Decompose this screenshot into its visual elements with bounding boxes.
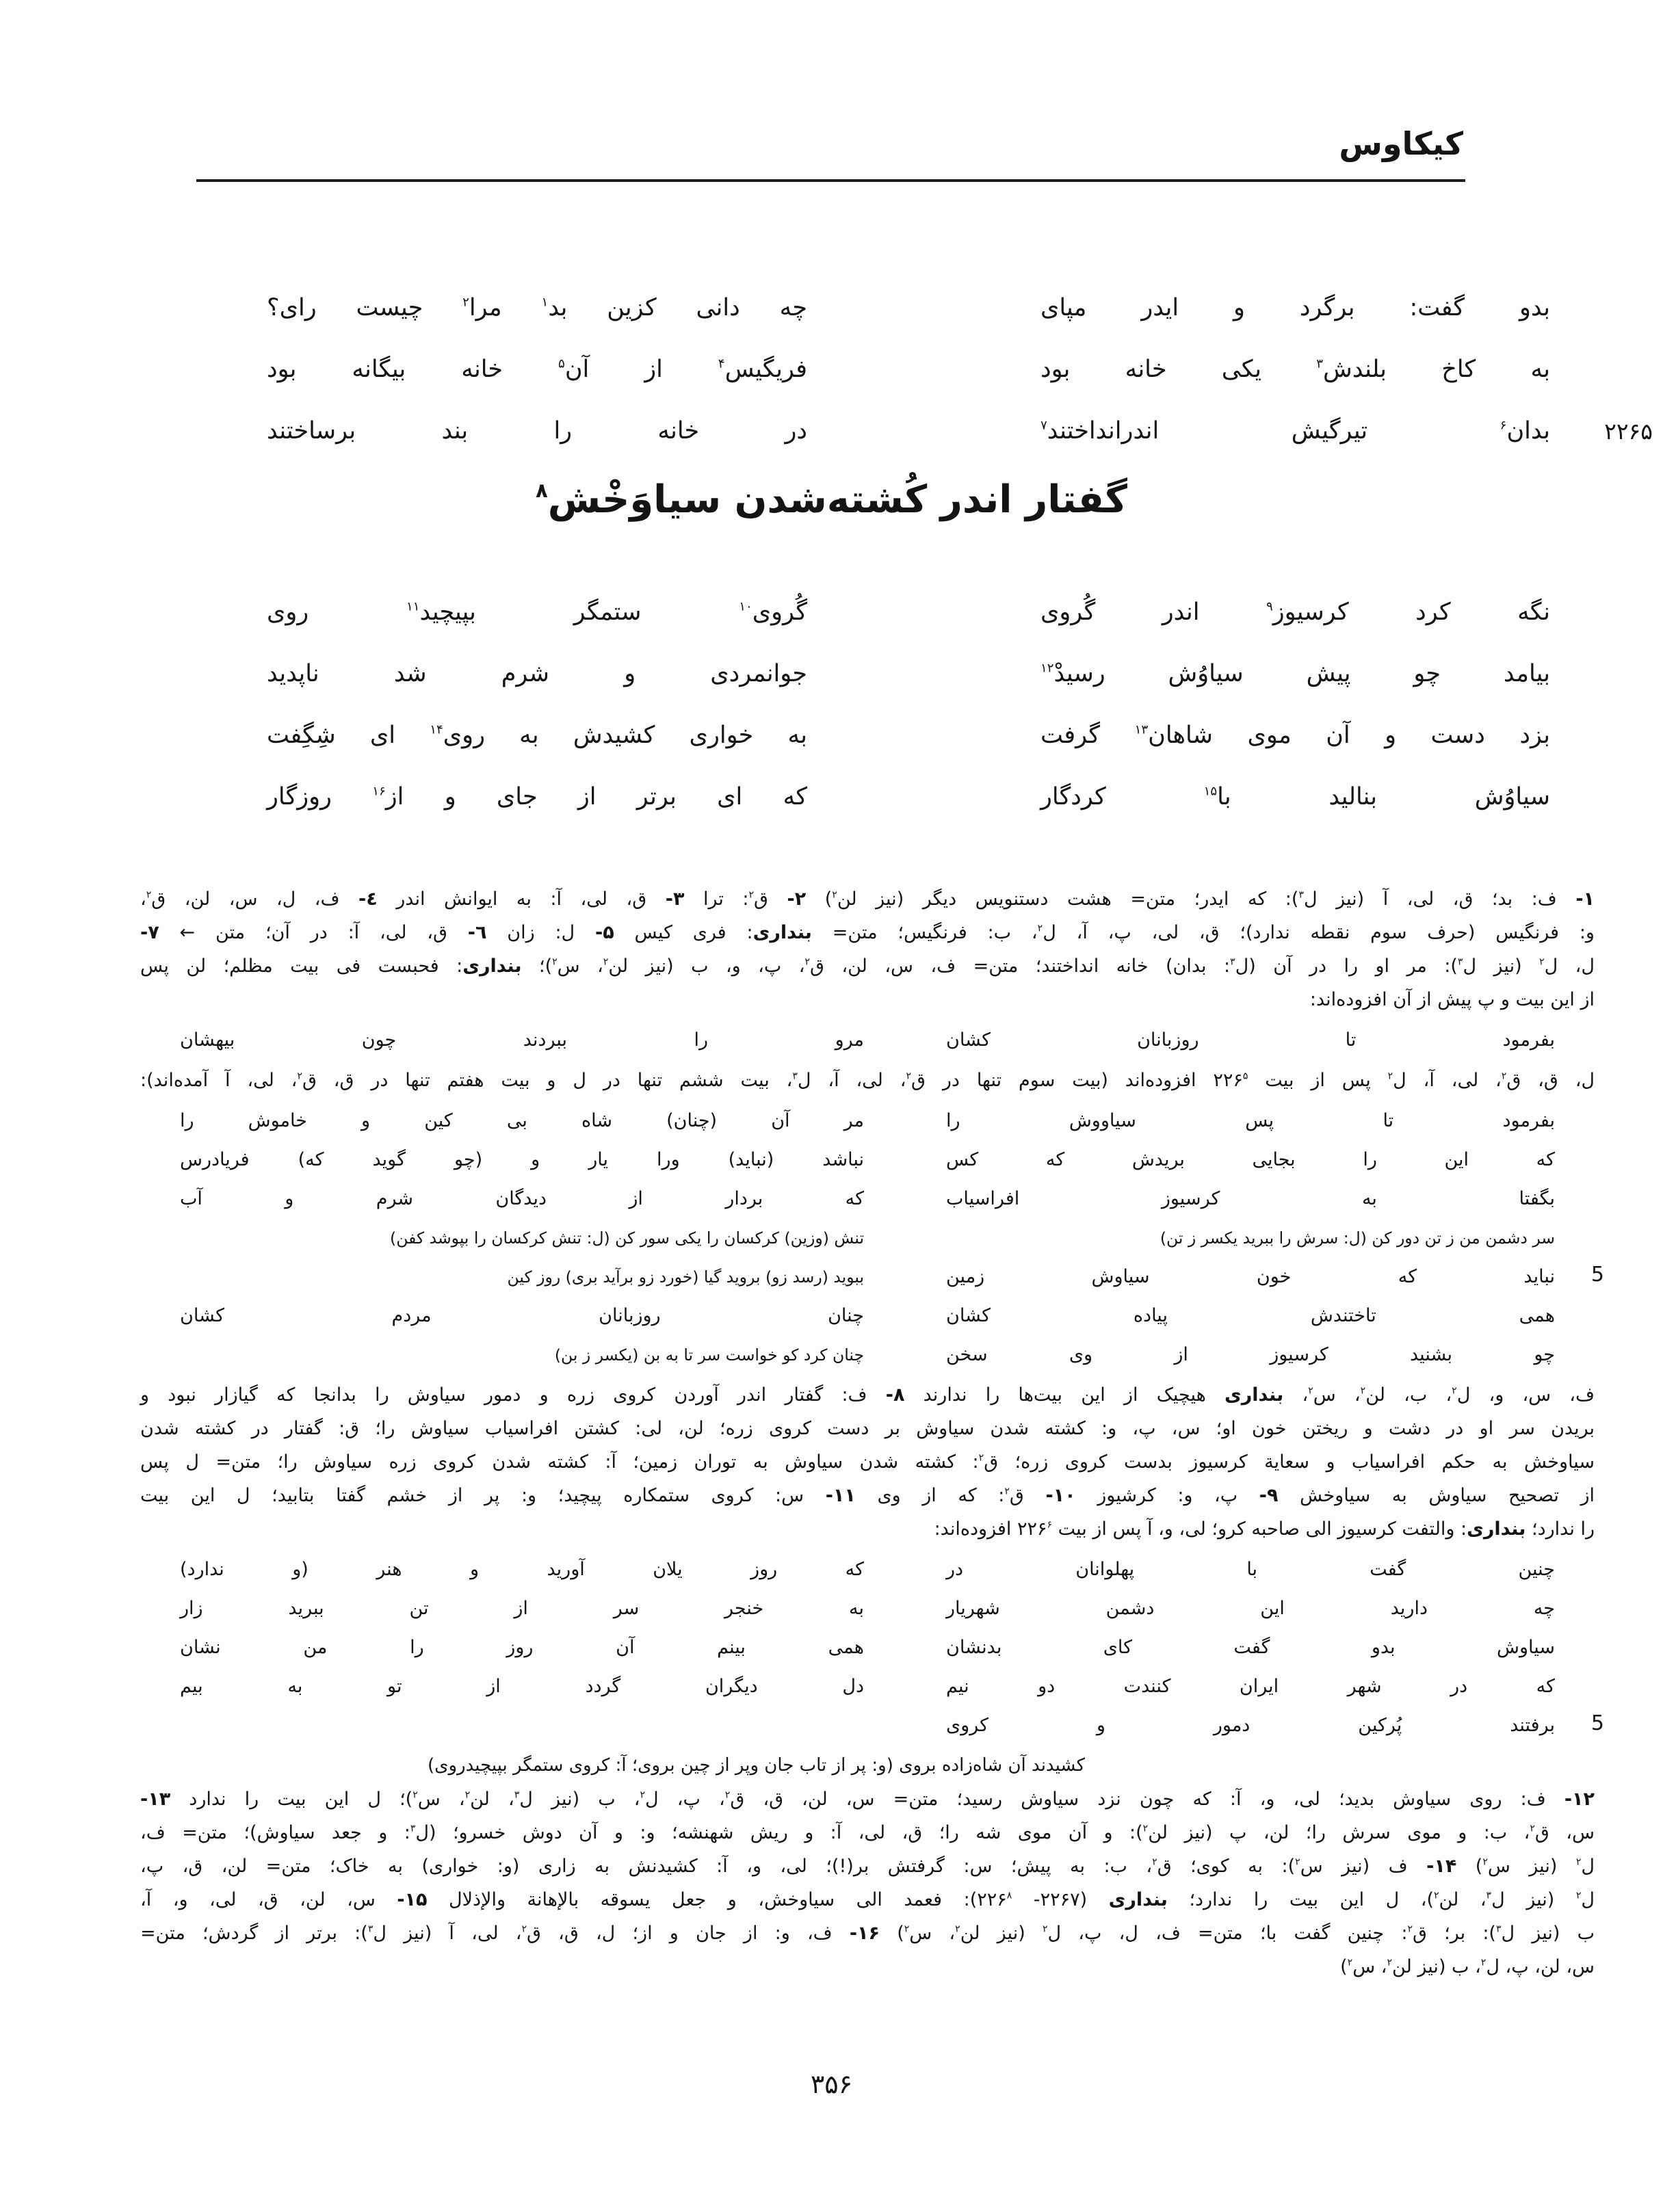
- hemistich-left: گُروی$^{۱۰}$ ستمگر بپیچید$^{۱۱}$ روی: [267, 598, 808, 626]
- verse-row: [267, 766, 1653, 828]
- apparatus-line: ل، ل$^۲$ (نیز ل$^۳$): مر او را در آن (ل$^۳$: بدان) خانه انداختند؛ متن= ف، س، لن، ق$^۲$، پ، و، ب (نیز لن$^۲$، س$^۲$)؛ بنداری: فحبست فی بیت مظلم؛ لن پس: [140, 956, 1595, 977]
- verse-row: [180, 1667, 1555, 1706]
- apparatus-line: بریدن سر او در دشت و ریختن خون او؛ س، پ، و: کشته شدن سیاوش بر دست کروی زره؛ لن، لی: کشتن افراسیاب سیاوش را؛ ق: گفتار در کشته شدن: [140, 1418, 1595, 1439]
- quote-line-count: 5: [1590, 1711, 1604, 1735]
- hemistich-left: مر آن (چنان) شاه بی کین و خاموش را: [180, 1110, 864, 1131]
- hemistich-left: چنان کرد کو خواست سر تا به بن (یکسر ز بن): [554, 1345, 864, 1365]
- head-rule: [196, 179, 1465, 182]
- apparatus-line: ب (نیز ل$^۳$): بر؛ ق$^۲$: چنین گفت با؛ متن= ف، ل، پ، ل$^۲$ (نیز لن$^۲$، س$^۲$) ۱۶- ف، و: از جان و از؛ ل، ق، ق$^۲$، لی، آ (نیز ل$^۳$): برتر از گردش؛ متن=: [140, 1923, 1595, 1944]
- apparatus-line: از این بیت و پ پیش از آن افزوده‌اند:: [1309, 989, 1595, 1010]
- verse-row: [180, 1140, 1555, 1179]
- verse-row: [267, 705, 1653, 766]
- hemistich-right: بدو گفت: برگرد و ایدر مپای: [1040, 294, 1550, 321]
- verse-block-2: [267, 581, 1653, 828]
- apparatus-line: از تصحیح سیاوش به سیاوخش ۹- پ، و: کرشیوز ۱۰- ق$^۲$: که از وی ۱۱- س: کروی ستمکاره پیچید؛ و: پر از خشم گفتا بتابید؛ ل این بیت: [140, 1485, 1595, 1506]
- hemistich-right: بزد دست و آن موی شاهان$^{۱۳}$ گرفت: [1040, 722, 1550, 749]
- apparatus-quoted-verses: [180, 1101, 1604, 1374]
- verse-row: [180, 1296, 1555, 1335]
- verse-row: [267, 581, 1653, 643]
- running-head-title: کیکاوس: [1339, 125, 1463, 162]
- apparatus-quoted-verses: [180, 1021, 1555, 1059]
- apparatus-line: س، لن، پ، ل$^۲$، ب (نیز لن$^۲$، س$^۲$): [1340, 1956, 1595, 1977]
- apparatus-line: ل$^۲$ (نیز ل$^۳$، لن$^۲$)، ل این بیت را ندارد؛ بنداری (۲۲۶۷- $۲۲۶^۸$): فعمد الی سیاوخش، و جعل یسوقه بالإهانة والإذلال ۱۵- س، لن، ق، لی، و، آ،: [140, 1889, 1595, 1910]
- apparatus-quoted-verses: [180, 1550, 1604, 1745]
- hemistich-right: چو بشنید کرسیوز از وی سخن: [946, 1344, 1555, 1365]
- apparatus-line: سیاوخش به حکم افراسیاب و سعایة کرسیوز بدست کروی زره؛ ق$^۲$: کشته شدن سیاوش به توران زمین؛ آ: کشته شدن کروی زره سیاوش را؛ متن= ل پس: [140, 1451, 1595, 1473]
- hemistich-left: دل دیگران گردد از تو به بیم: [180, 1676, 864, 1697]
- verse-row: [180, 1628, 1555, 1667]
- verse-row: [180, 1179, 1555, 1218]
- verse-row: [180, 1218, 1555, 1257]
- hemistich-left: همی بینم آن روز را من نشان: [180, 1637, 864, 1658]
- hemistich-right: برفتند پُرکین دمور و کروی: [946, 1715, 1555, 1736]
- hemistich-right: بیامد چو پیش سیاوُش رسیدْ$^{۱۲}$: [1040, 660, 1550, 687]
- hemistich-left: فریگیس$^۴$ از آن$^۵$ خانه بیگانه بود: [267, 356, 807, 383]
- verse-number: ۲۲۶۵: [1604, 417, 1653, 445]
- hemistich-right: چنین گفت با پهلوانان در: [946, 1559, 1555, 1580]
- verse-row: [267, 339, 1653, 400]
- hemistich-right: که این را بجایی بریدش که کس: [946, 1149, 1555, 1170]
- verse-row: [180, 1589, 1555, 1628]
- apparatus-line: و: فرنگیس (حرف سوم نقطه ندارد)؛ ق، لی، پ، آ، ل$^۲$، ب: فرنگیس؛ متن= بنداری: فری کیس ۵- ل: زان ٦- ق، لی، آ: در آن؛ متن ← ۷-: [140, 922, 1595, 943]
- hemistich-right: نگه کرد کرسیوز$^۹$ اندر گُروی: [1040, 598, 1550, 626]
- quote-line-count: 5: [1590, 1263, 1604, 1287]
- hemistich-left: تنش (وزین) کرکسان را یکی سور کن (ل: تنش کرکسان را بپوشد کفن): [390, 1228, 864, 1248]
- page-number: ۳۵۶: [810, 2069, 853, 2099]
- verse-row: [180, 1021, 1555, 1059]
- hemistich-right: نباید که خون سیاوش زمین: [946, 1266, 1555, 1287]
- apparatus-line: را ندارد؛ بنداری: والتفت کرسیوز الی صاحبه کرو؛ لی، و، آ پس از بیت $۲۲۶^۶$ افزوده‌اند:: [934, 1518, 1595, 1540]
- hemistich-right: بدان$^۶$ تیرگیش اندرانداختند$^۷$: [1040, 417, 1550, 445]
- apparatus-line: ف، س، و، ل$^۲$، ب، لن$^۲$، س$^۲$، بنداری هیچیک از این بیت‌ها را ندارند ۸- ف: گفتار اندر آوردن کروی زره و دمور سیاوش را بدانجا که گیازار نبود و: [140, 1384, 1595, 1406]
- apparatus-line: ل، ق، ق$^۲$، لی، آ، ل$^۲$ پس از بیت $۲۲۶^۵$ افزوده‌اند (بیت سوم تنها در ق$^۲$، لی، آ، ل$^۳$، بیت ششم تنها در ل و بیت هفتم تنها در ق، ق$^۲$، لی، آ آمده‌اند):: [140, 1070, 1595, 1091]
- hemistich-right: به کاخ بلندش$^۳$ یکی خانه بود: [1040, 356, 1550, 383]
- hemistich-left: که روز یلان آورید و هنر (و ندارد): [180, 1559, 864, 1580]
- hemistich-left: نباشد (نباید) ورا یار و (چو گوید که) فریادرس: [180, 1149, 864, 1170]
- hemistich-right: چه دارید این دشمن شهریار: [946, 1598, 1555, 1619]
- hemistich-left: به خواری کشیدش به روی$^{۱۴}$ ای شِگِفت: [267, 722, 807, 749]
- verse-row: [180, 1257, 1604, 1296]
- verse-row: [267, 643, 1653, 705]
- apparatus-line: ۱۲- ف: روی سیاوش بدید؛ لی، و، آ: که چون نزد سیاوش رسید؛ متن= س، لن، ق، ق$^۲$، پ، ل$^۲$، ب (نیز ل$^۳$، لن$^۲$، س$^۲$)؛ ل این بیت را ندارد ۱۳-: [140, 1789, 1595, 1810]
- apparatus-line: کشیدند آن شاه‌زاده بروی (و: پر از تاب جان وپر از چین بروی؛ آ: کروی ستمگر بپیچیدروی): [427, 1755, 1085, 1776]
- hemistich-right: بفرمود تا پس سیاووش را: [946, 1110, 1555, 1131]
- hemistich-right: سر دشمن من ز تن دور کن (ل: سرش را ببرید یکسر ز تن): [1160, 1228, 1555, 1248]
- verse-row: [180, 1335, 1555, 1374]
- hemistich-left: در خانه را بند برساختند: [267, 417, 807, 445]
- hemistich-left: چه دانی کزین بد$^۱$ مرا$^۲$ چیست رای؟: [267, 294, 807, 321]
- apparatus-line: ل$^۲$ (نیز س$^۲$) ۱۴- ف (نیز س$^۲$): به کوی؛ ق$^۲$، ب: به پیش؛ س: گرفتش بر(!)؛ لی، و، آ: کشیدنش به زاری (و: خواری) به خاک؛ متن= لن، ق، پ،: [140, 1856, 1595, 1877]
- apparatus-line: س، ق$^۲$، ب: و موی سرش را؛ لن، پ (نیز لن$^۲$): و آن موی شه را؛ ق، لی، آ: و ریش شهنشه؛ و: و آن دوش خسرو؛ (ل$^۳$: و جعد سیاوش)؛ متن= ف،: [140, 1822, 1595, 1843]
- verse-row: [180, 1101, 1555, 1140]
- hemistich-right: سیاوُش بنالید با$^{۱۵}$ کردگار: [1040, 783, 1550, 811]
- verse-row: [180, 1706, 1604, 1745]
- verse-row: [267, 277, 1653, 339]
- verse-block-1: [267, 277, 1653, 462]
- hemistich-left: جوانمردی و شرم شد ناپدید: [267, 660, 807, 687]
- hemistich-left: که بردار از دیدگان شرم و آب: [180, 1188, 864, 1209]
- hemistich-left: که ای برتر از جای و از$^{۱۶}$ روزگار: [267, 783, 807, 811]
- verse-row: [180, 1550, 1555, 1589]
- hemistich-left: به خنجر سر از تن ببرید زار: [180, 1598, 864, 1619]
- verse-row: [267, 400, 1653, 462]
- hemistich-right: سیاوش بدو گفت کای بدنشان: [946, 1637, 1555, 1658]
- hemistich-right: بفرمود تا روزبانان کشان: [946, 1029, 1555, 1051]
- hemistich-right: که در شهر ایران کنندت دو نیم: [946, 1676, 1555, 1697]
- hemistich-left: مرو را ببردند چون بیهشان: [180, 1029, 864, 1051]
- critical-apparatus: [140, 882, 1604, 1984]
- hemistich-right: بگفتا به کرسیوز افراسیاب: [946, 1188, 1555, 1209]
- apparatus-line: ۱- ف: بد؛ ق، لی، آ (نیز ل$^۳$): که ایدر؛ متن= هشت دستنویس دیگر (نیز لن$^۲$) ۲- ق$^۲$: ترا ۳- ق، لی، آ: به ایوانش اندر ٤- ف، ل، س، لن، ق$^۲$،: [140, 888, 1595, 910]
- hemistich-left: چنان روزبانان مردم کشان: [180, 1305, 864, 1326]
- running-head: [1339, 125, 1463, 162]
- hemistich-right: همی تاختندش پیاده کشان: [946, 1305, 1555, 1326]
- section-heading: گفتار اندر کُشته‌شدن سیاوَخْش$^۸$: [536, 477, 1127, 522]
- hemistich-left: ببوید (رسد زو) بروید گیا (خورد زو برآید بری) روز کین: [507, 1267, 864, 1287]
